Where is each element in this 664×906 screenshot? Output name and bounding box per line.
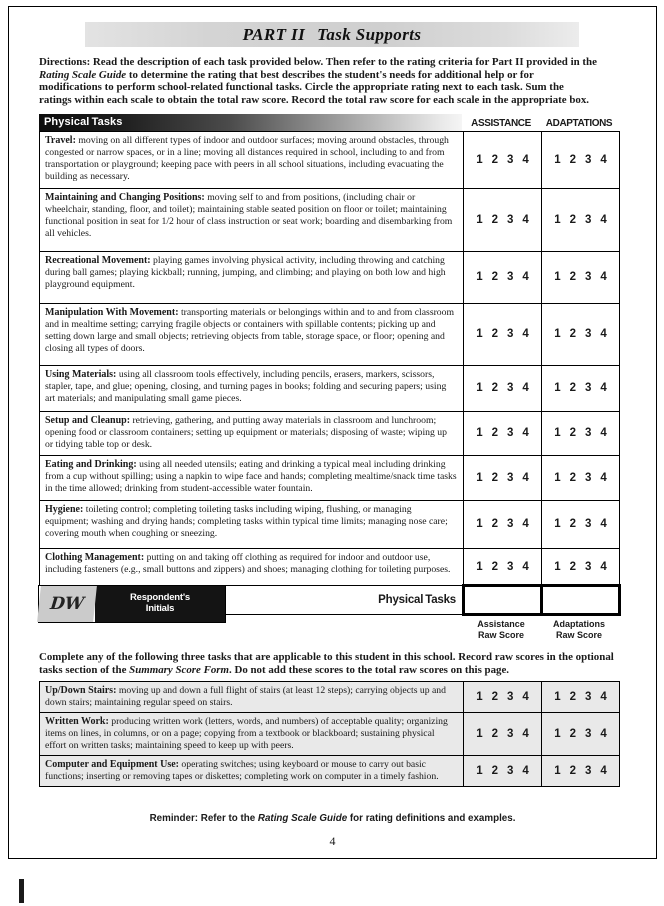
rating-option-4[interactable]: 4 <box>522 153 529 166</box>
rating-option-1[interactable]: 1 <box>554 728 561 741</box>
task-description: operating switches; using keyboard or mouse to carry out basic functions; inserting or removing tapes or diskettes; completing work on computer in a timely fashion. <box>45 759 439 783</box>
task-description-cell <box>40 549 463 585</box>
rating-option-1[interactable]: 1 <box>554 518 561 531</box>
score-row-label-cell <box>40 586 463 614</box>
task-description-cell <box>40 682 463 712</box>
rating-option-4[interactable]: 4 <box>600 382 607 395</box>
task-name: Travel: <box>45 134 76 146</box>
page-frame <box>8 6 657 859</box>
rating-option-3[interactable]: 3 <box>585 153 592 166</box>
task-description-cell <box>40 756 463 786</box>
adaptations-ratings-cell <box>541 304 619 365</box>
optional-tasks-rows <box>40 682 619 786</box>
rating-option-1[interactable]: 1 <box>476 213 483 226</box>
rating-option-2[interactable]: 2 <box>491 518 498 531</box>
rating-scale-guide-ref-footer: Rating Scale Guide <box>257 813 348 825</box>
adaptations-ratings-cell <box>541 412 619 455</box>
assistance-ratings-cell <box>463 304 541 365</box>
rating-option-3[interactable]: 3 <box>507 153 514 166</box>
task-name: Recreational Movement: <box>45 254 151 266</box>
optional-tasks-table <box>39 681 620 787</box>
rating-option-1[interactable]: 1 <box>554 328 561 341</box>
page-number: 4 <box>329 834 336 849</box>
task-description: moving self to and from positions, (including chair or wheelchair, standing, floor, and toilet); maintaining stable seated position on floor or toilet; maintaining functional position in seat for 1/2 hour of class instruction or seat work; boarding and disembarking from all vehicles. <box>45 191 453 239</box>
rating-option-4[interactable]: 4 <box>522 382 529 395</box>
task-description: using all needed utensils; eating and drinking a typical meal including drinking from a cup without spilling; using a napkin to wipe face and hands; completing mealtime/snack time tasks in the time allowed; drinking from student-accessible water fountain. <box>45 458 457 494</box>
rating-option-3[interactable]: 3 <box>585 213 592 226</box>
rating-option-1[interactable]: 1 <box>476 765 483 778</box>
assistance-ratings-cell <box>463 756 541 786</box>
rating-option-4[interactable]: 4 <box>600 765 607 778</box>
rating-option-3[interactable]: 3 <box>507 560 514 573</box>
rating-scale-guide-ref: Rating Scale Guide <box>39 68 127 81</box>
rating-option-1[interactable]: 1 <box>476 518 483 531</box>
reminder-text: Reminder: Refer to the Rating Scale Guide for rating definitions and examples. <box>149 813 516 825</box>
rating-option-4[interactable]: 4 <box>600 153 607 166</box>
rating-option-4[interactable]: 4 <box>600 728 607 741</box>
rating-option-2[interactable]: 2 <box>569 213 576 226</box>
task-description-cell <box>40 304 463 365</box>
rating-option-3[interactable]: 3 <box>585 271 592 284</box>
rating-option-1[interactable]: 1 <box>476 382 483 395</box>
assistance-ratings-cell <box>463 412 541 455</box>
rating-option-4[interactable]: 4 <box>600 328 607 341</box>
assistance-ratings-cell <box>463 132 541 188</box>
rating-option-2[interactable]: 2 <box>569 382 576 395</box>
assistance-raw-score-box[interactable] <box>462 584 543 616</box>
rating-option-2[interactable]: 2 <box>569 691 576 704</box>
task-description: moving up and down a full flight of stairs (at least 12 steps); carrying objects up and down stairs; maintaining regular speed on stairs. <box>45 685 446 709</box>
task-description-cell <box>40 456 463 500</box>
rating-option-3[interactable]: 3 <box>507 691 514 704</box>
rating-option-2[interactable]: 2 <box>491 765 498 778</box>
rating-option-1[interactable]: 1 <box>476 691 483 704</box>
rating-option-4[interactable]: 4 <box>522 471 529 484</box>
rating-option-3[interactable]: 3 <box>507 471 514 484</box>
rating-option-1[interactable]: 1 <box>476 728 483 741</box>
rating-option-1[interactable]: 1 <box>554 213 561 226</box>
rating-option-2[interactable]: 2 <box>491 213 498 226</box>
task-name: Using Materials: <box>45 368 117 380</box>
rating-option-1[interactable]: 1 <box>554 427 561 440</box>
rating-option-2[interactable]: 2 <box>569 427 576 440</box>
rating-option-4[interactable]: 4 <box>522 271 529 284</box>
task-row <box>40 188 619 251</box>
rating-option-4[interactable]: 4 <box>522 728 529 741</box>
rating-option-2[interactable]: 2 <box>569 560 576 573</box>
task-description: using all classroom tools effectively, including pencils, erasers, markers, scissors, stapler, tape, and glue; opening, closing, and turning pages in books; folding and securing papers; using art materials; and manipulating small game pieces. <box>45 368 447 404</box>
task-description-cell <box>40 252 463 303</box>
rating-option-2[interactable]: 2 <box>491 560 498 573</box>
task-description-cell <box>40 132 463 188</box>
registration-mark <box>19 879 24 903</box>
page-title: PART II Task Supports <box>242 24 422 44</box>
assistance-ratings-cell <box>463 501 541 548</box>
task-row <box>40 500 619 548</box>
physical-tasks-score-label: Physical Tasks <box>378 593 456 606</box>
rating-option-4[interactable]: 4 <box>522 765 529 778</box>
rating-option-2[interactable]: 2 <box>569 518 576 531</box>
assistance-ratings-cell <box>463 713 541 755</box>
task-name: Computer and Equipment Use: <box>45 759 179 771</box>
task-row <box>40 712 619 755</box>
page-title-band <box>85 22 579 47</box>
rating-option-3[interactable]: 3 <box>585 471 592 484</box>
task-row <box>40 303 619 365</box>
rating-option-3[interactable]: 3 <box>507 382 514 395</box>
task-description: putting on and taking off clothing as required for indoor and outdoor use, including fasteners (e.g., small buttons and zippers) and shoes; managing clothing for toileting purposes. <box>45 551 451 575</box>
rating-option-3[interactable]: 3 <box>507 213 514 226</box>
task-name: Clothing Management: <box>45 551 145 563</box>
rating-option-4[interactable]: 4 <box>600 560 607 573</box>
rating-option-4[interactable]: 4 <box>522 328 529 341</box>
adaptations-ratings-cell <box>541 189 619 251</box>
physical-tasks-table <box>39 131 620 615</box>
rating-option-1[interactable]: 1 <box>554 560 561 573</box>
task-description-cell <box>40 501 463 548</box>
rating-option-2[interactable]: 2 <box>569 153 576 166</box>
rating-option-1[interactable]: 1 <box>476 427 483 440</box>
rating-option-2[interactable]: 2 <box>569 271 576 284</box>
table-header-row <box>39 114 618 131</box>
rating-option-2[interactable]: 2 <box>491 153 498 166</box>
task-name: Up/Down Stairs: <box>45 685 117 697</box>
rating-option-2[interactable]: 2 <box>491 382 498 395</box>
task-description: playing games involving physical activity, including throwing and catching during ball games; playing kickball; running, jumping, and climbing; and playing on both low and high playground equipment. <box>45 254 446 290</box>
task-name: Hygiene: <box>45 503 84 515</box>
assistance-score-cell <box>463 586 541 614</box>
task-row <box>40 548 619 585</box>
assistance-ratings-cell <box>463 682 541 712</box>
task-row <box>40 411 619 455</box>
rating-option-3[interactable]: 3 <box>507 728 514 741</box>
rating-option-1[interactable]: 1 <box>476 271 483 284</box>
respondent-initials-value[interactable]: DW <box>37 586 97 622</box>
task-description: moving on all different types of indoor and outdoor surfaces; moving around obstacles, through congested or narrow spaces, or in a line; moving all distances required in school, including to and from transportation or playground; keeping pace with peers in all school situations, including evacuating the building as necessary. <box>45 134 449 182</box>
task-description: producing written work (letters, words, and numbers) of acceptable quality; organizing items on lines, in columns, or on a page; copying from a textbook or blackboard; sustaining physical effort on written tasks; maintaining speed to keep up with peers. <box>45 716 448 752</box>
rating-option-4[interactable]: 4 <box>522 691 529 704</box>
rating-option-4[interactable]: 4 <box>600 213 607 226</box>
rating-option-4[interactable]: 4 <box>600 271 607 284</box>
assistance-raw-score-caption: Assistance Raw Score <box>477 618 525 640</box>
rating-option-4[interactable]: 4 <box>522 518 529 531</box>
task-row <box>40 682 619 712</box>
rating-option-3[interactable]: 3 <box>507 271 514 284</box>
rating-option-2[interactable]: 2 <box>569 328 576 341</box>
rating-option-3[interactable]: 3 <box>507 427 514 440</box>
task-name: Written Work: <box>45 716 109 728</box>
rating-option-3[interactable]: 3 <box>585 328 592 341</box>
task-description-cell <box>40 713 463 755</box>
rating-option-1[interactable]: 1 <box>476 560 483 573</box>
rating-option-4[interactable]: 4 <box>600 427 607 440</box>
adaptations-ratings-cell <box>541 501 619 548</box>
rating-option-3[interactable]: 3 <box>585 560 592 573</box>
rating-option-2[interactable]: 2 <box>491 471 498 484</box>
rating-option-1[interactable]: 1 <box>554 691 561 704</box>
respondent-initials-label: Respondent's Initials <box>95 586 225 622</box>
task-name: Manipulation With Movement: <box>45 306 179 318</box>
physical-tasks-section-bar: Physical Tasks <box>39 114 462 131</box>
rating-option-3[interactable]: 3 <box>507 765 514 778</box>
adaptations-ratings-cell <box>541 682 619 712</box>
task-name: Maintaining and Changing Positions: <box>45 191 205 203</box>
rating-option-1[interactable]: 1 <box>476 328 483 341</box>
adaptations-ratings-cell <box>541 549 619 585</box>
adaptations-raw-score-box[interactable] <box>540 584 621 616</box>
task-row <box>40 365 619 411</box>
task-description: transporting materials or belongings within and to and from classroom and in mealtime setting; carrying fragile objects or containers with spillable contents; picking up and setting down large and small objects; retrieving objects from table, storage space, or floor; opening and closing all types of doors. <box>45 306 455 354</box>
rating-option-1[interactable]: 1 <box>476 471 483 484</box>
rating-option-1[interactable]: 1 <box>554 382 561 395</box>
assistance-ratings-cell <box>463 366 541 411</box>
adaptations-raw-score-caption: Adaptations Raw Score <box>552 618 605 640</box>
adaptations-ratings-cell <box>541 366 619 411</box>
rating-option-3[interactable]: 3 <box>585 691 592 704</box>
task-description-cell <box>40 189 463 251</box>
summary-score-form-ref: Summary Score Form <box>129 663 230 676</box>
rating-option-2[interactable]: 2 <box>569 728 576 741</box>
task-description-cell <box>40 366 463 411</box>
task-row <box>40 755 619 786</box>
rating-option-2[interactable]: 2 <box>491 271 498 284</box>
rating-option-4[interactable]: 4 <box>522 560 529 573</box>
task-description: toileting control; completing toileting tasks including wiping, flushing, or managing equipment; washing and drying hands; completing tasks within typical time limits; managing nose care; covering mouth when coughing or sneezing. <box>45 503 448 539</box>
rating-option-3[interactable]: 3 <box>507 328 514 341</box>
task-description: retrieving, gathering, and putting away materials in classroom and lunchroom; opening food or classroom containers; setting up equipment or materials; disposing of waste; wiping up or tidying table top or desk. <box>45 414 447 450</box>
adaptations-ratings-cell <box>541 252 619 303</box>
assistance-ratings-cell <box>463 189 541 251</box>
rating-option-3[interactable]: 3 <box>585 427 592 440</box>
physical-tasks-rows <box>40 132 619 585</box>
adaptations-ratings-cell <box>541 456 619 500</box>
assistance-column-header: ASSISTANCE <box>471 116 531 129</box>
rating-option-4[interactable]: 4 <box>522 213 529 226</box>
rating-option-3[interactable]: 3 <box>585 728 592 741</box>
adaptations-ratings-cell <box>541 756 619 786</box>
rating-option-1[interactable]: 1 <box>554 271 561 284</box>
adaptations-ratings-cell <box>541 132 619 188</box>
rating-option-2[interactable]: 2 <box>569 471 576 484</box>
rating-option-1[interactable]: 1 <box>554 471 561 484</box>
rating-option-2[interactable]: 2 <box>569 765 576 778</box>
rating-option-3[interactable]: 3 <box>585 518 592 531</box>
directions-text: Directions: Read the description of each task provided below. Then refer to the rating criteria for Part II provided in the Rating Scale Guide to determine the rating that best describes the student's needs for additional help or for modifications to perform school-related functional tasks. Circle the appropriate rating next to each task. Sum the ratings within each scale to obtain the total raw score. Record the total raw score for each scale in the appropriate box. <box>39 56 597 107</box>
rating-option-4[interactable]: 4 <box>600 518 607 531</box>
rating-option-2[interactable]: 2 <box>491 728 498 741</box>
assistance-ratings-cell <box>463 549 541 585</box>
task-row <box>40 132 619 188</box>
rating-option-3[interactable]: 3 <box>507 518 514 531</box>
rating-option-2[interactable]: 2 <box>491 427 498 440</box>
rating-option-3[interactable]: 3 <box>585 765 592 778</box>
adaptations-ratings-cell <box>541 713 619 755</box>
rating-option-3[interactable]: 3 <box>585 382 592 395</box>
respondent-initials-block <box>38 585 226 623</box>
rating-option-1[interactable]: 1 <box>554 765 561 778</box>
task-name: Setup and Cleanup: <box>45 414 131 426</box>
rating-option-4[interactable]: 4 <box>600 471 607 484</box>
rating-option-4[interactable]: 4 <box>522 427 529 440</box>
rating-option-1[interactable]: 1 <box>476 153 483 166</box>
optional-tasks-intro: Complete any of the following three tasks that are applicable to this student in this school. Record raw scores in the optional tasks section of the Summary Score Form. Do not add these scores to the total raw scores on this page. <box>39 650 614 676</box>
rating-option-4[interactable]: 4 <box>600 691 607 704</box>
task-name: Eating and Drinking: <box>45 458 137 470</box>
assistance-ratings-cell <box>463 252 541 303</box>
rating-option-1[interactable]: 1 <box>554 153 561 166</box>
task-description-cell <box>40 412 463 455</box>
raw-score-row <box>40 585 619 614</box>
rating-option-2[interactable]: 2 <box>491 691 498 704</box>
task-row <box>40 251 619 303</box>
adaptations-column-header: ADAPTATIONS <box>545 116 613 129</box>
assistance-ratings-cell <box>463 456 541 500</box>
rating-option-2[interactable]: 2 <box>491 328 498 341</box>
adaptations-score-cell <box>541 586 619 614</box>
task-row <box>40 455 619 500</box>
